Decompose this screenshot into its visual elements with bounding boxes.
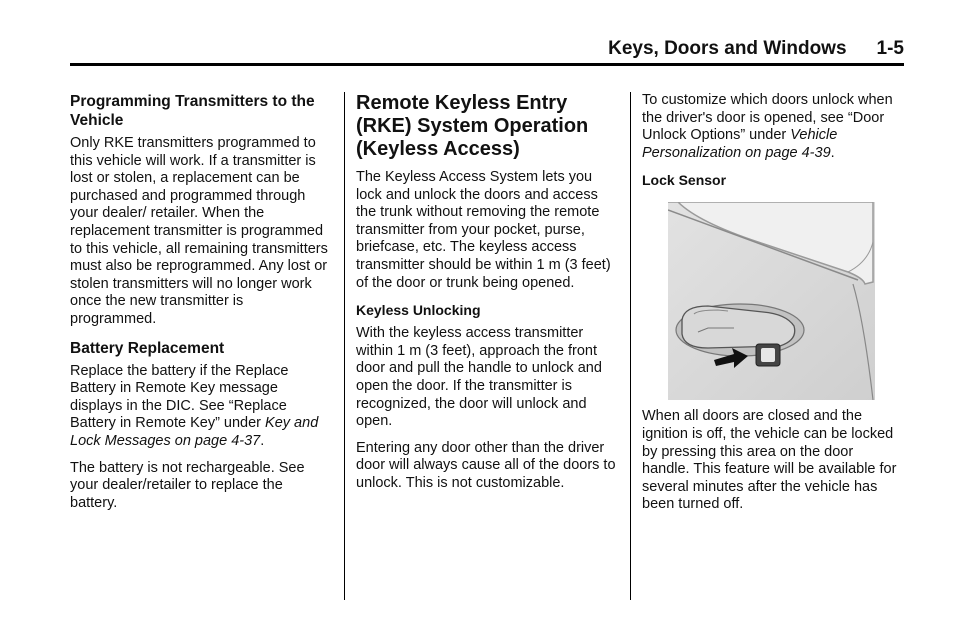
heading-battery-replacement: Battery Replacement: [70, 339, 225, 357]
heading-keyless-unlocking: Keyless Unlocking: [356, 302, 481, 319]
section-title: Keys, Doors and Windows: [608, 38, 847, 59]
column-right: [642, 92, 904, 523]
header-rule: [70, 63, 904, 66]
paragraph-keyless-access: The Keyless Access System lets you lock and unlock the doors and access the trunk without removing the remote transmitter from your pocket, purse, briefcase, etc. The keyless access transmitter should be within 1 m (3 feet) of the door or trunk being opened.: [356, 169, 611, 291]
heading-rke-operation: Remote Keyless Entry (RKE) System Operation (Keyless Access): [356, 92, 589, 160]
column-middle: [356, 92, 618, 502]
customize-text: To customize which doors unlock when the driver's door is opened, see “Door Unlock Options” under: [642, 92, 893, 144]
paragraph-battery-replace: [70, 363, 332, 451]
period: .: [260, 432, 265, 449]
key-lock-messages-link[interactable]: Key and Lock Messages on page 4-37: [70, 415, 319, 449]
door-handle-drawing: [668, 202, 875, 400]
paragraph-programming: Only RKE transmitters programmed to this vehicle will work. If a transmitter is lost or stolen, a replacement can be purchased and programmed through your dealer/ retailer. When the replacement transmitter is programmed to this vehicle, all remaining transmitters must also be reprogrammed. Any lost or stolen transmitters will no longer work once the new transmitter is programmed.: [70, 135, 328, 327]
paragraph-not-rechargeable: The battery is not rechargeable. See your dealer/retailer to replace the battery.: [70, 459, 305, 511]
paragraph-keyless-unlocking: With the keyless access transmitter within 1 m (3 feet), approach the front door and pull the handle to unlock and open the door. If the transmitter is recognized, the door will unlock and open.: [356, 325, 602, 430]
vehicle-personalization-link[interactable]: Vehicle Personalization on page 4-39: [642, 127, 838, 161]
column-divider: [630, 92, 631, 600]
battery-text: Replace the battery if the Replace Battery in Remote Key message displays in the DIC. See “Replace Battery in Remote Key” under: [70, 362, 289, 432]
paragraph-entering-door: Entering any door other than the driver door will always cause all of the doors to unlock. This is not customizable.: [356, 439, 616, 491]
column-divider: [344, 92, 345, 600]
column-left: [70, 92, 332, 521]
running-header: [0, 38, 904, 60]
period: .: [830, 144, 835, 161]
paragraph-customize: [642, 92, 904, 162]
heading-lock-sensor: Lock Sensor: [642, 172, 727, 189]
heading-programming-transmitters: Programming Transmitters to the Vehicle: [70, 93, 315, 129]
page-number: 1-5: [876, 38, 904, 59]
door-handle-illustration: [668, 202, 875, 400]
paragraph-lock-sensor: When all doors are closed and the ignition is off, the vehicle can be locked by pressing this area on the door handle. This feature will be available for several minutes after the vehicle has been turned off.: [642, 408, 897, 513]
